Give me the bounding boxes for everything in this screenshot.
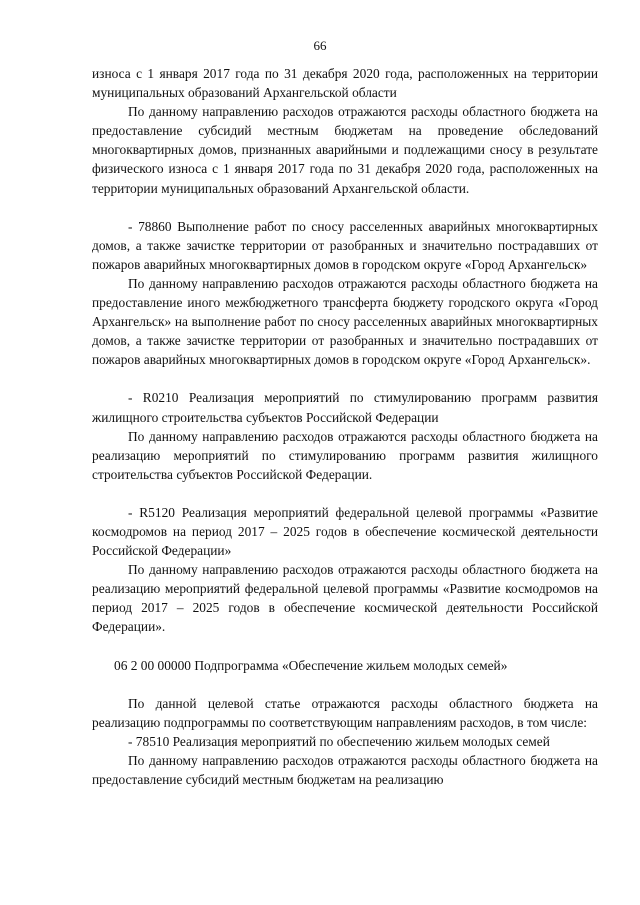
spacer (92, 637, 598, 656)
paragraph-description: По данному направлению расходов отражаются расходы областного бюджета на реализацию мероприятий по стимулированию программ развития жилищного строительства субъектов Российской Федерации. (92, 428, 598, 482)
subprogram-heading: 06 2 00 00000 Подпрограмма «Обеспечение жильем молодых семей» (114, 657, 508, 673)
document-body (92, 64, 598, 789)
paragraph-description: По данному направлению расходов отражаются расходы областного бюджета на предоставление субсидий местным бюджетам на проведение обследований многоквартирных домов, признанных аварийными и подлежащими сносу в результате физического износа с 1 января 2017 года по 31 декабря 2020 года, расположенных на территории муниципальных образований Архангельской области. (92, 104, 598, 196)
spacer (92, 198, 598, 217)
paragraph-description: По данному направлению расходов отражаются расходы областного бюджета на предоставление иного межбюджетного трансферта бюджету городского округа «Город Архангельск» на выполнение работ по сносу расселенных аварийных многоквартирных домов, а также зачистке территории от разобранных и значительно пострадавших от пожаров аварийных многоквартирных домов в городском округе «Город Архангельск». (92, 275, 598, 368)
paragraph-continuation: износа с 1 января 2017 года по 31 декабря 2020 года, расположенных на территории муниципальных образований Архангельской области (92, 66, 598, 101)
paragraph-description: По данному направлению расходов отражаются расходы областного бюджета на реализацию мероприятий федеральной целевой программы «Развитие космодромов на период 2017 – 2025 годов в обеспечение космической деятельности Российской Федерации». (92, 562, 598, 635)
spacer (92, 675, 598, 694)
spacer (92, 484, 598, 503)
item-78510: - 78510 Реализация мероприятий по обеспечению жильем молодых семей (128, 733, 550, 749)
item-78860: - 78860 Выполнение работ по сносу расселенных аварийных многоквартирных домов, а также зачистке территории от разобранных и значительно пострадавших от пожаров аварийных многоквартирных домов в городском округе «Город Архангельск» (92, 218, 598, 272)
item-r0210: - R0210 Реализация мероприятий по стимулированию программ развития жилищного строительства субъектов Российской Федерации (92, 390, 598, 425)
page-number: 66 (313, 38, 327, 53)
item-r5120: - R5120 Реализация мероприятий федеральной целевой программы «Развитие космодромов на период 2017 – 2025 годов в обеспечение космической деятельности Российской Федерации» (92, 504, 598, 559)
spacer (92, 369, 598, 388)
paragraph-description: По данной целевой статье отражаются расходы областного бюджета на реализацию подпрограммы по соответствующим направлениям расходов, в том числе: (92, 695, 598, 730)
paragraph-description: По данному направлению расходов отражаются расходы областного бюджета на предоставление субсидий местным бюджетам на реализацию (92, 752, 598, 787)
